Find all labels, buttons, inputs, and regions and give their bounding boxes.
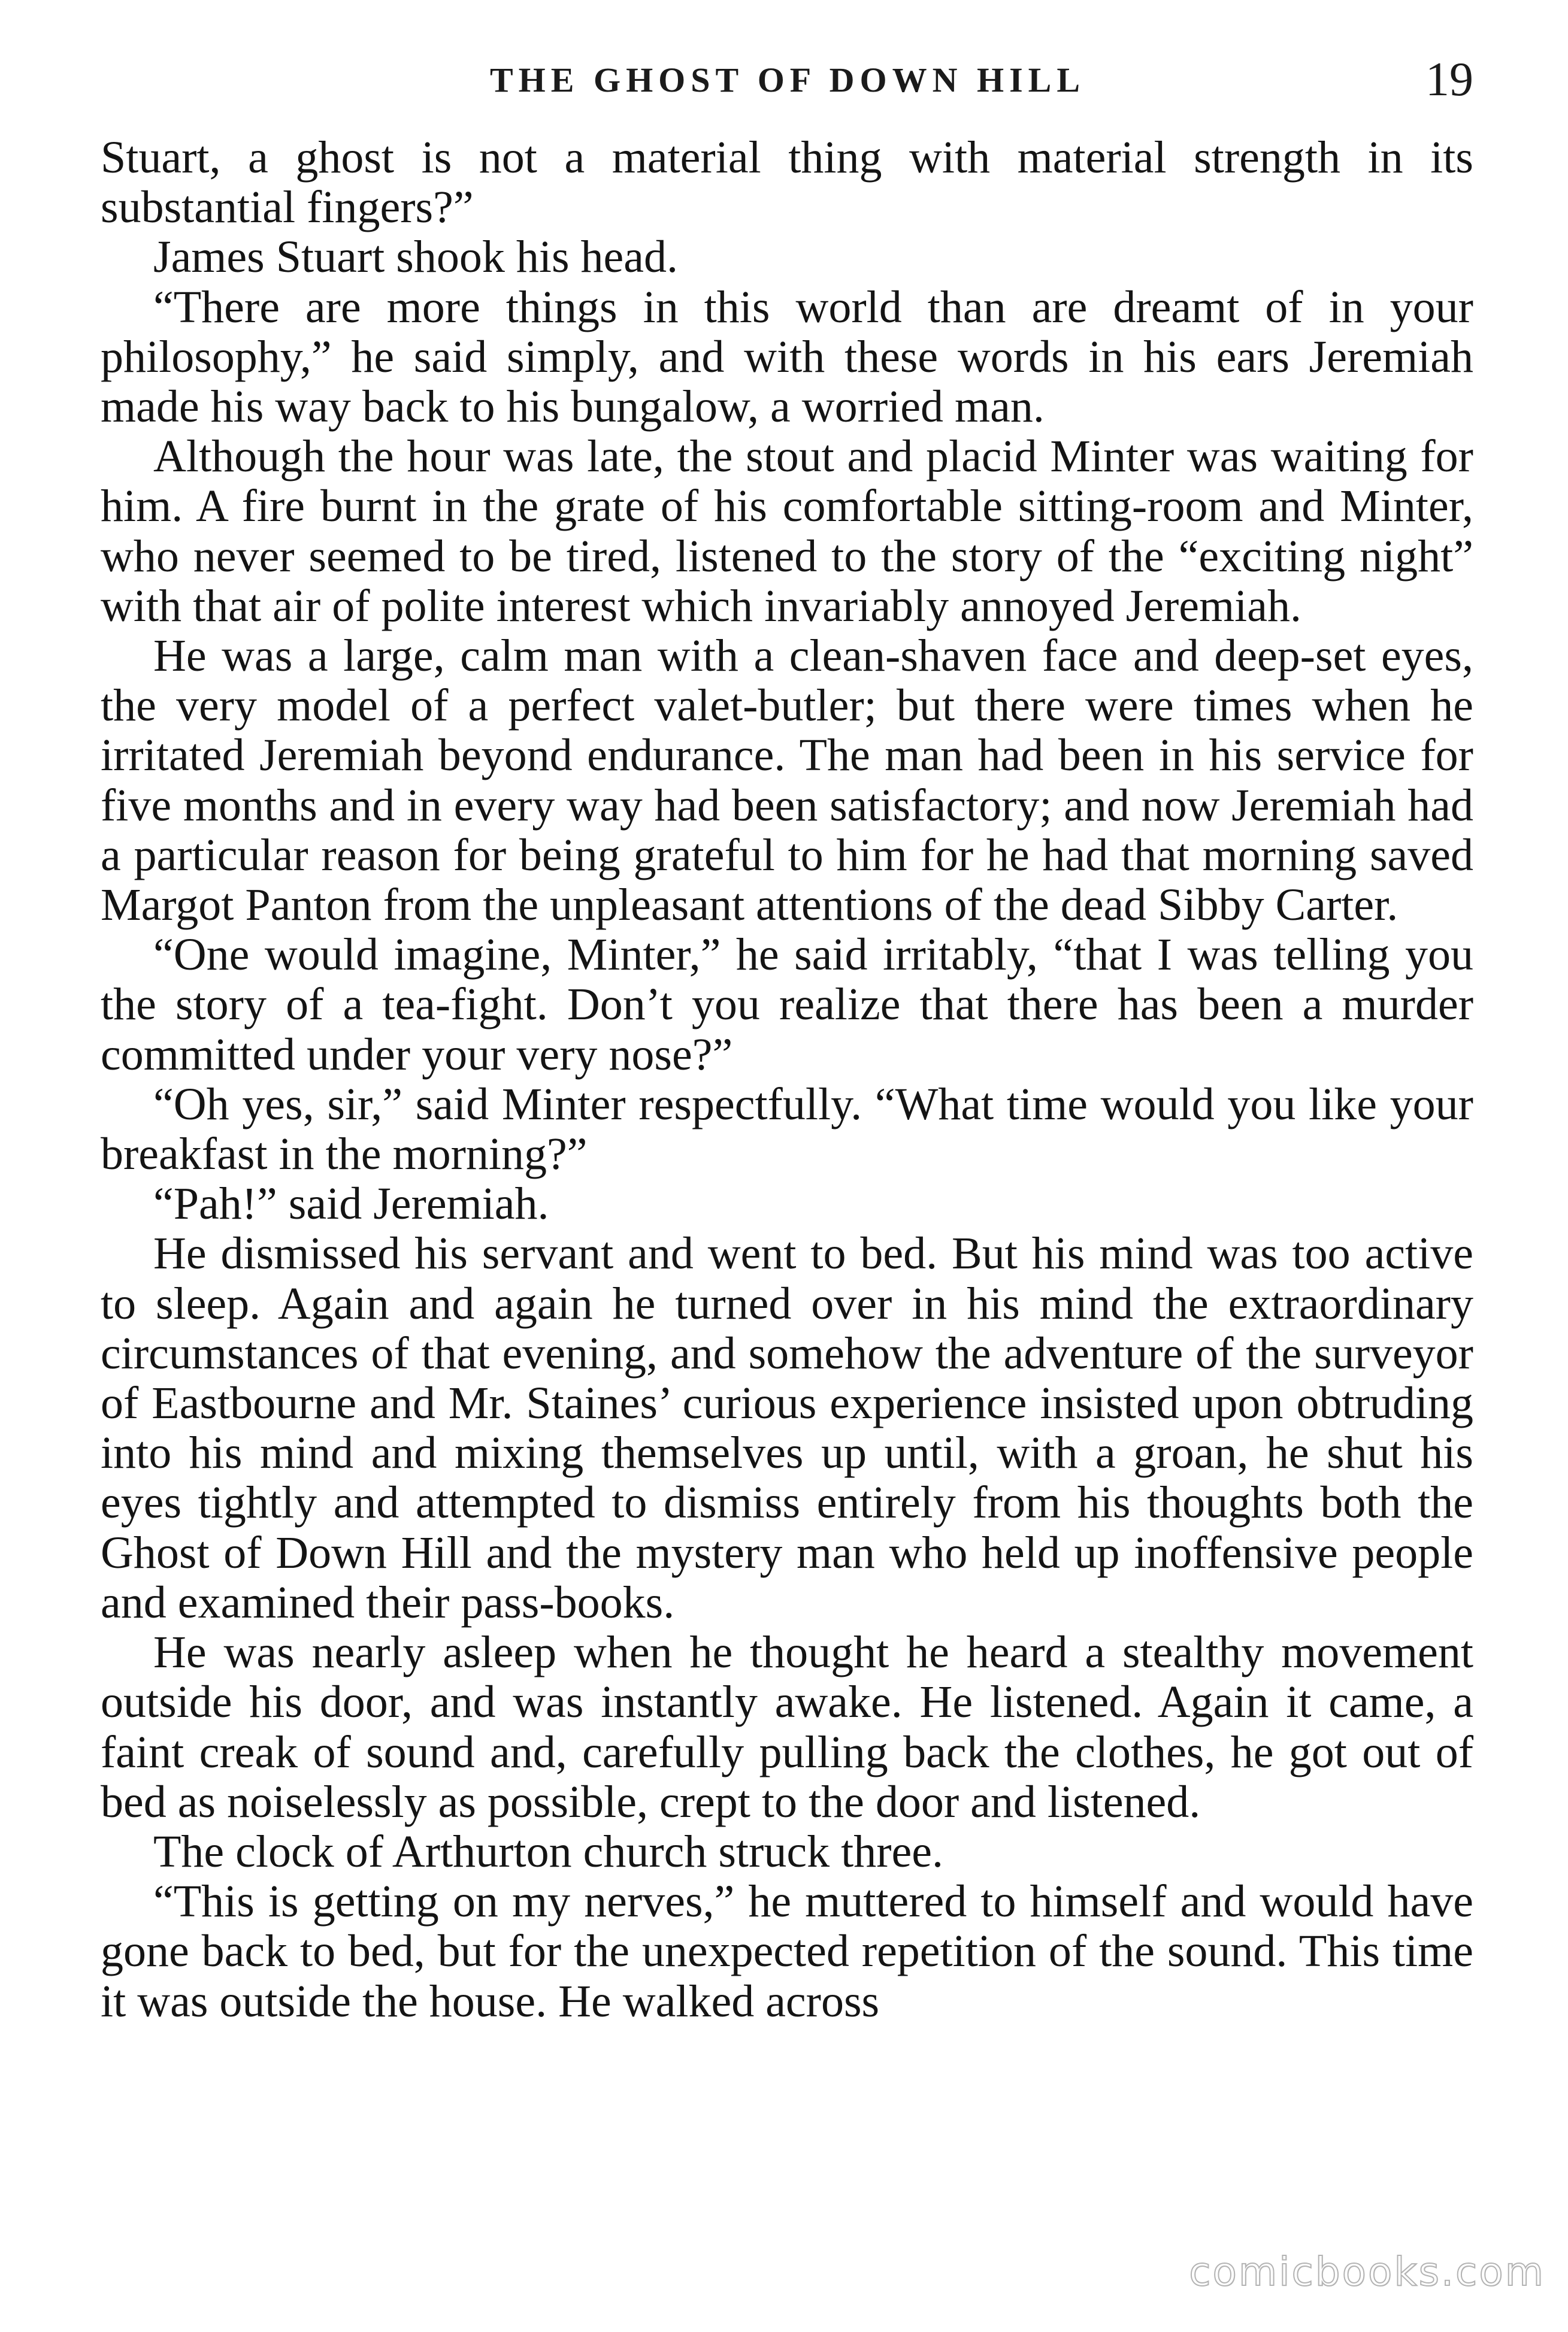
page-number: 19 <box>1425 53 1473 106</box>
running-title: THE GHOST OF DOWN HILL <box>489 60 1086 99</box>
paragraph: “Pah!” said Jeremiah. <box>153 1179 549 1229</box>
paragraph: He was a large, calm man with a clean-shaven face and deep-set eyes, the very model of a perfect valet-butler; but there were times when he irritated Jeremiah beyond endurance. The man had been in his service for five months and in every way had been satisfactory; and now Jeremiah had a particular reason for being grateful to him for he had that morning saved Margot Panton from the unpleasant attentions of the dead Sibby Carter. <box>101 631 1473 931</box>
paragraph: He was nearly asleep when he thought he heard a stealthy movement outside his door, and was instantly awake. He listened. Again it came, a faint creak of sound and, carefully pulling back the clothes, he got out of bed as noiselessly as possible, crept to the door and listened. <box>101 1627 1473 1827</box>
paragraph: Stuart, a ghost is not a material thing with material strength in its substantial fingers?” <box>101 132 1473 233</box>
paragraph: “Oh yes, sir,” said Minter respectfully. “What time would you like your breakfast in the morning?” <box>101 1079 1473 1180</box>
paragraph: “This is getting on my nerves,” he muttered to himself and would have gone back to bed, but for the unexpected repetition of the sound. This time it was outside the house. He walked across <box>101 1876 1473 2027</box>
paragraph: The clock of Arthurton church struck three. <box>153 1826 943 1877</box>
paragraph: “One would imagine, Minter,” he said irritably, “that I was telling you the story of a tea-fight. Don’t you realize that there has been a murder committed under your very nose?” <box>101 929 1473 1080</box>
paragraph: Although the hour was late, the stout and placid Minter was waiting for him. A fire burnt in the grate of his comfortable sitting-room and Minter, who never seemed to be tired, listened to the story of the “exciting night” with that air of polite interest which invariably annoyed Jeremiah. <box>101 431 1473 631</box>
paragraph: He dismissed his servant and went to bed. But his mind was too active to sleep. Again and again he turned over in his mind the extraordinary circumstances of that evening, and somehow the adventure of the surveyor of Eastbourne and Mr. Staines’ curious experience insisted upon obtruding into his mind and mixing themselves up until, with a groan, he shut his eyes tightly and attempted to dismiss entirely from his thoughts both the Ghost of Down Hill and the mystery man who held up inoffensive people and examined their pass-books. <box>101 1228 1473 1628</box>
running-header <box>102 53 1473 119</box>
watermark: comicbooks.com <box>1189 2249 1545 2295</box>
body-text <box>101 133 1473 2211</box>
paragraph: “There are more things in this world than are dreamt of in your philosophy,” he said simply, and with these words in his ears Jeremiah made his way back to his bungalow, a worried man. <box>101 281 1473 432</box>
paragraph: James Stuart shook his head. <box>153 232 679 283</box>
